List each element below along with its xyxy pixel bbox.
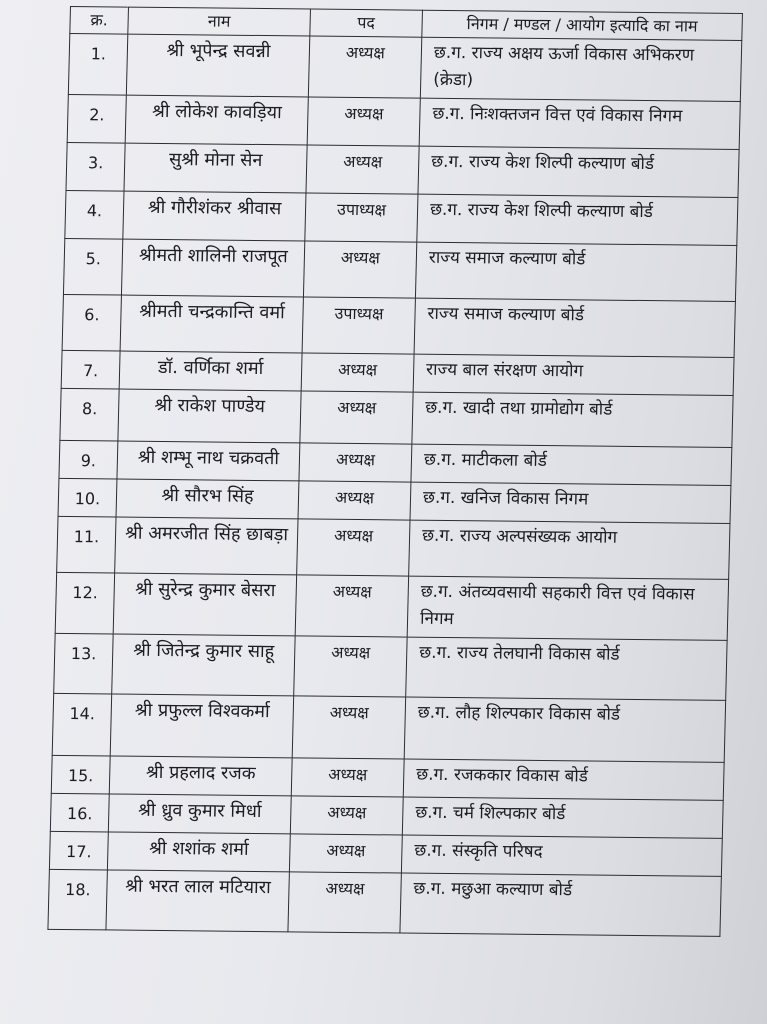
organization-cell: छ.ग. राज्य केश शिल्पी कल्याण बोर्ड <box>418 146 739 197</box>
serial-number-cell: 17. <box>49 831 108 870</box>
serial-number-cell: 13. <box>54 633 113 694</box>
post-cell: अध्यक्ष <box>303 241 416 298</box>
table-row <box>62 294 735 357</box>
name-cell: डॉ. वर्णिका शर्मा <box>119 351 302 391</box>
organization-cell: छ.ग. माटीकला बोर्ड <box>411 444 732 485</box>
header-organization: निगम / मण्डल / आयोग इत्यादि का नाम <box>422 10 743 40</box>
organization-cell: राज्य बाल संरक्षण आयोग <box>413 354 734 395</box>
organization-cell: छ.ग. राज्य केश शिल्पी कल्याण बोर्ड <box>417 194 738 245</box>
name-cell: सुश्री मोना सेन <box>124 143 307 193</box>
serial-number-cell: 14. <box>52 693 112 756</box>
post-cell: अध्यक्ष <box>307 97 420 146</box>
serial-number-cell: 8. <box>60 388 119 441</box>
post-cell: अध्यक्ष <box>294 636 407 697</box>
post-cell: अध्यक्ष <box>298 481 411 520</box>
table-row <box>67 94 740 149</box>
table-row <box>66 142 739 197</box>
post-cell: अध्यक्ष <box>297 519 410 576</box>
serial-number-cell: 3. <box>66 142 125 191</box>
post-cell: अध्यक्ष <box>290 796 403 835</box>
organization-cell: छ.ग. चर्म शिल्पकार बोर्ड <box>402 797 723 838</box>
table-body <box>48 33 742 936</box>
organization-cell: छ.ग. मछुआ कल्याण बोर्ड <box>400 873 721 936</box>
post-cell: अध्यक्ष <box>295 575 408 637</box>
organization-cell: छ.ग. राज्य अक्षय ऊर्जा विकास अभिकरण (क्रेडा) <box>420 37 741 101</box>
organization-cell: छ.ग. लौह शिल्पकार विकास बोर्ड <box>404 697 725 762</box>
organization-cell: छ.ग. खादी तथा ग्रामोद्योग बोर्ड <box>412 392 733 447</box>
appointments-table-wrapper <box>47 6 742 937</box>
serial-number-cell: 10. <box>58 478 117 517</box>
post-cell: अध्यक्ष <box>288 872 401 933</box>
name-cell: श्रीमती चन्द्रकान्ति वर्मा <box>120 295 303 353</box>
name-cell: श्री राकेश पाण्डेय <box>118 389 301 443</box>
table-row <box>68 33 741 101</box>
post-cell: अध्यक्ष <box>308 36 421 98</box>
name-cell: श्री जितेन्द्र कुमार साहू <box>112 634 295 696</box>
serial-number-cell: 5. <box>63 238 122 295</box>
post-cell: उपाध्यक्ष <box>305 193 418 242</box>
name-cell: श्री सौरभ सिंह <box>116 479 299 519</box>
post-cell: अध्यक्ष <box>306 145 419 194</box>
organization-cell: छ.ग. राज्य तेलघानी विकास बोर्ड <box>406 637 727 700</box>
name-cell: श्री लोकेश कावड़िया <box>125 95 308 145</box>
appointments-table <box>47 6 743 937</box>
organization-cell: छ.ग. खनिज विकास निगम <box>410 482 731 523</box>
post-cell: अध्यक्ष <box>291 758 404 797</box>
name-cell: श्री प्रहलाद रजक <box>109 756 292 796</box>
organization-cell: छ.ग. अंतव्यवसायी सहकारी वित्त एवं विकास निगम <box>407 576 728 640</box>
serial-number-cell: 9. <box>59 440 118 479</box>
serial-number-cell: 7. <box>61 350 120 389</box>
organization-cell: राज्य समाज कल्याण बोर्ड <box>414 298 735 357</box>
serial-number-cell: 1. <box>68 33 127 95</box>
organization-cell: छ.ग. राज्य अल्पसंख्यक आयोग <box>409 520 730 579</box>
post-cell: उपाध्यक्ष <box>302 297 415 354</box>
name-cell: श्री भरत लाल मटियारा <box>106 870 289 932</box>
post-cell: अध्यक्ष <box>300 391 413 444</box>
post-cell: अध्यक्ष <box>301 353 414 392</box>
name-cell: श्री प्रफुल्ल विश्वकर्मा <box>110 694 294 758</box>
serial-number-cell: 4. <box>65 190 124 239</box>
name-cell: श्री अमरजीत सिंह छाबड़ा <box>115 517 298 575</box>
post-cell: अध्यक्ष <box>292 696 406 759</box>
name-cell: श्री सुरेन्द्र कुमार बेसरा <box>113 573 296 636</box>
serial-number-cell: 12. <box>55 572 114 634</box>
organization-cell: छ.ग. रजककार विकास बोर्ड <box>403 759 724 800</box>
name-cell: श्रीमती शालिनी राजपूत <box>121 239 304 297</box>
serial-number-cell: 11. <box>57 516 116 573</box>
header-serial: क्र. <box>70 7 129 35</box>
table-row <box>55 572 728 640</box>
organization-cell: छ.ग. निःशक्तजन वित्त एवं विकास निगम <box>419 98 740 149</box>
post-cell: अध्यक्ष <box>289 834 402 873</box>
table-row <box>54 633 727 700</box>
table-row <box>52 693 725 762</box>
name-cell: श्री ध्रुव कुमार मिर्धा <box>108 794 291 834</box>
header-post: पद <box>310 9 423 37</box>
serial-number-cell: 2. <box>67 94 126 143</box>
table-row <box>48 869 721 936</box>
name-cell: श्री भूपेन्द्र सवन्नी <box>126 34 309 97</box>
table-row <box>63 238 736 301</box>
header-name: नाम <box>128 7 311 36</box>
post-cell: अध्यक्ष <box>299 443 412 482</box>
name-cell: श्री शशांक शर्मा <box>107 832 290 872</box>
serial-number-cell: 18. <box>48 869 107 930</box>
table-row <box>60 388 733 447</box>
name-cell: श्री गौरीशंकर श्रीवास <box>123 191 306 241</box>
table-row <box>57 516 730 579</box>
serial-number-cell: 6. <box>62 294 121 351</box>
organization-cell: छ.ग. संस्कृति परिषद <box>401 835 722 876</box>
table-row <box>65 190 738 245</box>
organization-cell: राज्य समाज कल्याण बोर्ड <box>415 242 736 301</box>
serial-number-cell: 16. <box>50 793 109 832</box>
serial-number-cell: 15. <box>51 755 110 794</box>
name-cell: श्री शम्भू नाथ चक्रवती <box>117 441 300 481</box>
